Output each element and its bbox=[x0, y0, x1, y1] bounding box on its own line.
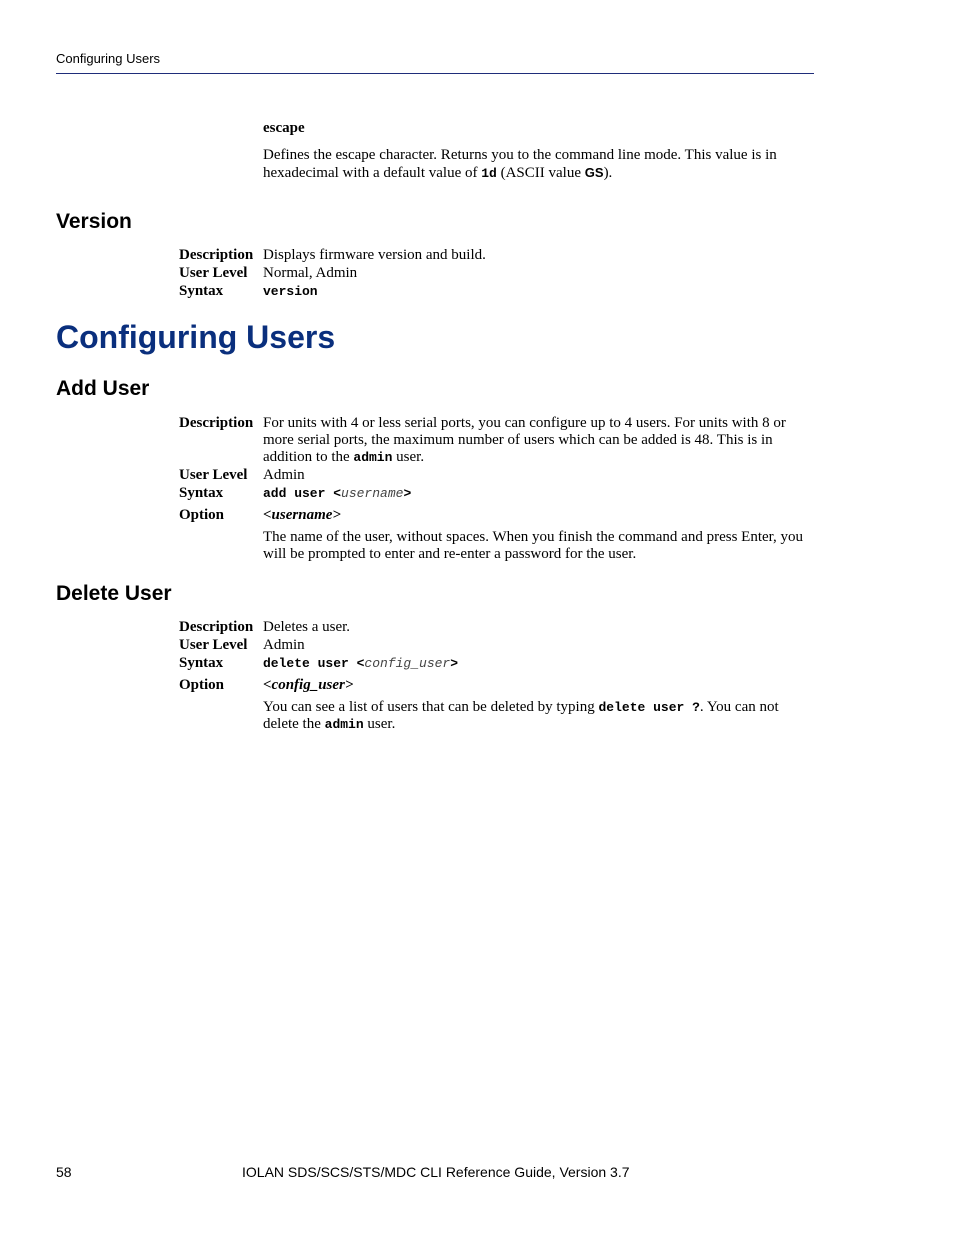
definition-row bbox=[179, 283, 815, 300]
user-level-value: Admin bbox=[263, 637, 305, 653]
syntax-command: delete user < bbox=[263, 656, 365, 671]
escape-default-code: 1d bbox=[481, 166, 497, 181]
definition-row bbox=[179, 619, 815, 636]
definition-row bbox=[179, 415, 815, 466]
definition-row bbox=[179, 247, 815, 264]
option-desc-text: . You can not delete the bbox=[263, 699, 779, 732]
version-definition bbox=[179, 247, 815, 300]
chapter-title: Configuring Users bbox=[56, 319, 336, 355]
add-user-definition bbox=[179, 415, 815, 563]
option-label: Option bbox=[179, 677, 225, 693]
delete-user-definition bbox=[179, 619, 815, 733]
syntax-close: > bbox=[450, 656, 459, 671]
user-level-label: User Level bbox=[179, 265, 248, 281]
syntax-label: Syntax bbox=[179, 485, 224, 501]
syntax-value: version bbox=[263, 284, 318, 299]
syntax-close: > bbox=[403, 486, 412, 501]
option-value bbox=[263, 507, 815, 563]
syntax-label: Syntax bbox=[179, 655, 224, 671]
description-value bbox=[263, 415, 815, 466]
syntax-command: add user < bbox=[263, 486, 342, 501]
definition-row bbox=[179, 485, 815, 502]
option-description bbox=[263, 699, 815, 733]
user-level-label: User Level bbox=[179, 637, 248, 653]
syntax-value bbox=[263, 655, 815, 672]
definition-row bbox=[179, 467, 815, 484]
header-rule bbox=[56, 73, 814, 74]
description-text: For units with 4 or less serial ports, you can configure up to 4 users. For units with 8 or more serial ports, the maximum number of users which can be added is 48. This is in addition to the bbox=[263, 415, 786, 465]
syntax-value bbox=[263, 485, 815, 502]
page-number: 58 bbox=[56, 1164, 72, 1180]
user-level-label: User Level bbox=[179, 467, 248, 483]
escape-ascii-code: GS bbox=[584, 165, 604, 180]
definition-row bbox=[179, 507, 815, 563]
syntax-argument: username bbox=[341, 486, 404, 501]
description-value: Displays firmware version and build. bbox=[263, 247, 486, 263]
escape-term: escape bbox=[263, 120, 305, 136]
section-heading-delete-user: Delete User bbox=[56, 582, 172, 605]
description-text: user. bbox=[392, 449, 425, 465]
section-heading-version: Version bbox=[56, 210, 132, 233]
escape-desc-text: Defines the escape character. Returns you to the command line mode. This value is in hexadecimal with a default value of bbox=[263, 147, 777, 181]
description-value: Deletes a user. bbox=[263, 619, 351, 635]
definition-row bbox=[179, 677, 815, 733]
escape-option bbox=[263, 120, 813, 182]
escape-description bbox=[263, 147, 813, 182]
option-desc-text: user. bbox=[363, 716, 396, 732]
description-label: Description bbox=[179, 415, 254, 431]
inline-code: admin bbox=[324, 717, 364, 732]
option-description: The name of the user, without spaces. When you finish the command and press Enter, you will be prompted to enter and re-enter a password for the user. bbox=[263, 529, 804, 562]
footer-document-title: IOLAN SDS/SCS/STS/MDC CLI Reference Guide, Version 3.7 bbox=[242, 1164, 630, 1180]
option-desc-text: You can see a list of users that can be deleted by typing bbox=[263, 699, 599, 715]
option-name: <config_user> bbox=[263, 677, 354, 693]
section-heading-add-user: Add User bbox=[56, 377, 150, 400]
definition-row bbox=[179, 637, 815, 654]
option-label: Option bbox=[179, 507, 225, 523]
definition-row bbox=[179, 655, 815, 672]
running-header: Configuring Users bbox=[56, 51, 161, 66]
inline-code: delete user ? bbox=[598, 700, 700, 715]
description-label: Description bbox=[179, 619, 254, 635]
syntax-label: Syntax bbox=[179, 283, 224, 299]
syntax-argument: config_user bbox=[364, 656, 451, 671]
escape-desc-text: (ASCII value bbox=[496, 165, 585, 181]
description-label: Description bbox=[179, 247, 254, 263]
definition-row bbox=[179, 265, 815, 282]
option-value bbox=[263, 677, 815, 733]
user-level-value: Admin bbox=[263, 467, 305, 483]
user-level-value: Normal, Admin bbox=[263, 265, 358, 281]
inline-code: admin bbox=[353, 450, 393, 465]
escape-desc-text: ). bbox=[603, 165, 613, 181]
option-name: <username> bbox=[263, 507, 341, 523]
